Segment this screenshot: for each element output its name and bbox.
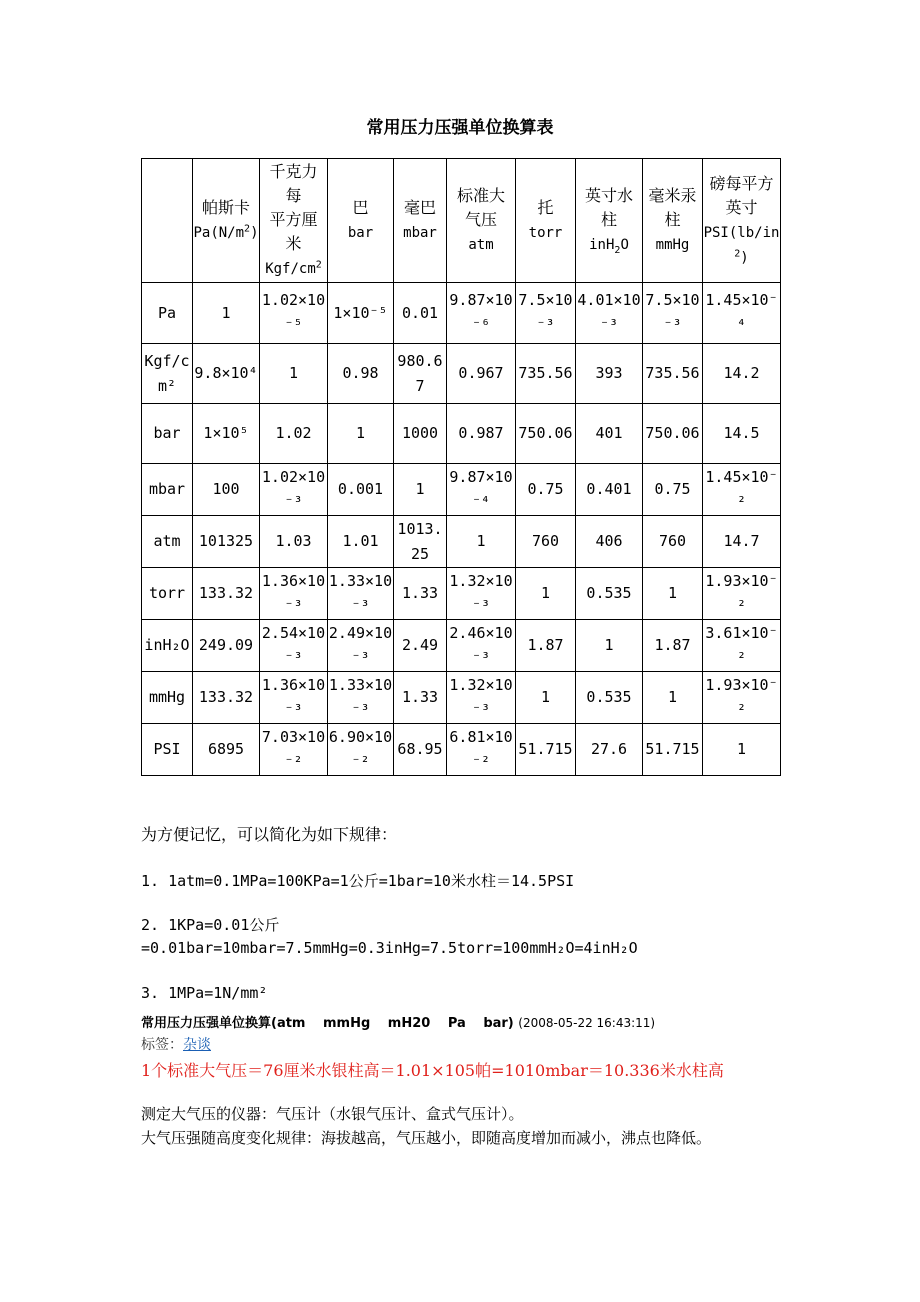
table-cell: 760: [516, 516, 576, 568]
table-cell: 0.01: [394, 283, 447, 344]
table-cell: 9.87×10⁻⁴: [447, 464, 516, 516]
table-cell: 1.36×10⁻³: [260, 568, 328, 620]
table-cell: 1.36×10⁻³: [260, 672, 328, 724]
post-date: (2008-05-22 16:43:11): [518, 1016, 656, 1030]
table-cell: 2.49×10⁻³: [328, 620, 394, 672]
table-cell: 406: [576, 516, 643, 568]
table-cell: 14.7: [703, 516, 781, 568]
table-cell: 9.8×10⁴: [193, 344, 260, 404]
table-cell: 3.61×10⁻²: [703, 620, 781, 672]
table-row: [142, 344, 781, 404]
table-cell: 1.33×10⁻³: [328, 672, 394, 724]
table-cell: 7.5×10⁻³: [643, 283, 703, 344]
header-cell-pa: 帕斯卡 $Pa(N/m^2)$: [193, 159, 260, 283]
table-cell: 735.56: [516, 344, 576, 404]
tag-link[interactable]: 杂谈: [183, 1037, 211, 1053]
table-cell: 401: [576, 404, 643, 464]
table-cell: 0.001: [328, 464, 394, 516]
table-cell: 1.03: [260, 516, 328, 568]
table-cell: 1.93×10⁻²: [703, 568, 781, 620]
row-header-cell: PSI: [142, 724, 193, 776]
table-row: [142, 568, 781, 620]
table-cell: 393: [576, 344, 643, 404]
row-header-cell: atm: [142, 516, 193, 568]
table-cell: 1.87: [516, 620, 576, 672]
table-cell: 1: [193, 283, 260, 344]
table-cell: 7.03×10⁻²: [260, 724, 328, 776]
table-cell: 51.715: [643, 724, 703, 776]
table-cell: 133.32: [193, 672, 260, 724]
table-cell: 0.987: [447, 404, 516, 464]
row-header-cell: mbar: [142, 464, 193, 516]
table-cell: 249.09: [193, 620, 260, 672]
table-cell: 6.90×10⁻²: [328, 724, 394, 776]
table-cell: 100: [193, 464, 260, 516]
post-title: [141, 1012, 655, 1031]
table-row: [142, 464, 781, 516]
table-cell: 7.5×10⁻³: [516, 283, 576, 344]
table-cell: 1.87: [643, 620, 703, 672]
table-cell: 750.06: [516, 404, 576, 464]
table-cell: 1: [328, 404, 394, 464]
table-cell: 980.67: [394, 344, 447, 404]
table-row: [142, 283, 781, 344]
table-cell: 1.32×10⁻³: [447, 568, 516, 620]
table-cell: 1.45×10⁻²: [703, 464, 781, 516]
table-cell: 1.01: [328, 516, 394, 568]
tag-line: [141, 1034, 211, 1054]
header-cell-inh2o: 英寸水 柱 inH$_2$O: [576, 159, 643, 283]
table-cell: 4.01×10⁻³: [576, 283, 643, 344]
table-cell: 1: [516, 568, 576, 620]
table-cell: 1: [260, 344, 328, 404]
tag-label: 标签：: [141, 1037, 183, 1053]
table-cell: 1: [516, 672, 576, 724]
table-cell: 1.45×10⁻⁴: [703, 283, 781, 344]
header-cell-mbar: 毫巴 mbar: [394, 159, 447, 283]
header-cell-torr: 托 torr: [516, 159, 576, 283]
header-cell-psi: 磅每平方 英寸 $PSI(lb/in^2)$: [703, 159, 781, 283]
table-cell: 2.49: [394, 620, 447, 672]
table-cell: 1: [643, 672, 703, 724]
table-cell: 1.02: [260, 404, 328, 464]
table-cell: 1×10⁻⁵: [328, 283, 394, 344]
conversion-table: [141, 158, 781, 776]
table-cell: 0.967: [447, 344, 516, 404]
row-header-cell: torr: [142, 568, 193, 620]
row-header-cell: mmHg: [142, 672, 193, 724]
row-header-cell: bar: [142, 404, 193, 464]
table-cell: 750.06: [643, 404, 703, 464]
table-cell: 1: [394, 464, 447, 516]
table-cell: 2.46×10⁻³: [447, 620, 516, 672]
table-cell: 0.98: [328, 344, 394, 404]
table-cell: 1: [447, 516, 516, 568]
row-header-cell: inH₂O: [142, 620, 193, 672]
table-cell: 0.75: [643, 464, 703, 516]
intro-text: 为方便记忆，可以简化为如下规律：: [141, 825, 398, 844]
header-cell-atm: 标准大 气压 atm: [447, 159, 516, 283]
line-b: 大气压强随高度变化规律：海拔越高，气压越小，即随高度增加而减小，沸点也降低。: [141, 1129, 712, 1147]
table-cell: 0.535: [576, 568, 643, 620]
table-cell: 0.401: [576, 464, 643, 516]
table-cell: 1: [703, 724, 781, 776]
table-cell: 1.33: [394, 672, 447, 724]
table-cell: 1×10⁵: [193, 404, 260, 464]
table-cell: 1.02×10⁻⁵: [260, 283, 328, 344]
line-a: 测定大气压的仪器：气压计（水银气压计、盒式气压计）。: [141, 1105, 524, 1123]
table-cell: 6895: [193, 724, 260, 776]
table-cell: 101325: [193, 516, 260, 568]
rule-1: 1. 1atm=0.1MPa=100KPa=1公斤=1bar=10米水柱＝14.5PSI: [141, 872, 575, 890]
table-cell: 133.32: [193, 568, 260, 620]
table-row: [142, 672, 781, 724]
table-cell: 1.93×10⁻²: [703, 672, 781, 724]
page-title: 常用压力压强单位换算表: [366, 118, 554, 138]
table-row: [142, 620, 781, 672]
table-cell: 1.33×10⁻³: [328, 568, 394, 620]
post-title-text: 常用压力压强单位换算(atm mmHg mH20 Pa bar): [141, 1016, 514, 1031]
table-cell: 27.6: [576, 724, 643, 776]
table-cell: 2.54×10⁻³: [260, 620, 328, 672]
header-cell-bar: 巴 bar: [328, 159, 394, 283]
table-cell: 1.32×10⁻³: [447, 672, 516, 724]
table-cell: 1: [576, 620, 643, 672]
row-header-cell: Pa: [142, 283, 193, 344]
table-cell: 68.95: [394, 724, 447, 776]
table-cell: 1000: [394, 404, 447, 464]
header-cell-mmhg: 毫米汞 柱 mmHg: [643, 159, 703, 283]
header-cell-kgf: 千克力 每 平方厘 米 Kgf/$cm^2$: [260, 159, 328, 283]
red-line: 1个标准大气压＝76厘米水银柱高＝1.01×105帕=1010mbar＝10.336米水柱高: [141, 1061, 724, 1080]
table-cell: 14.2: [703, 344, 781, 404]
table-cell: 14.5: [703, 404, 781, 464]
table-cell: 51.715: [516, 724, 576, 776]
header-cell-empty: [142, 159, 193, 283]
table-cell: 1.33: [394, 568, 447, 620]
rule-2b: =0.01bar=10mbar=7.5mmHg=0.3inHg=7.5torr=100mmH₂O=4inH₂O: [141, 939, 638, 957]
table-row: [142, 724, 781, 776]
header-row: [142, 159, 781, 283]
table-row: [142, 516, 781, 568]
table-cell: 1013.25: [394, 516, 447, 568]
table-cell: 0.75: [516, 464, 576, 516]
table-cell: 9.87×10⁻⁶: [447, 283, 516, 344]
table-cell: 760: [643, 516, 703, 568]
table-cell: 1.02×10⁻³: [260, 464, 328, 516]
rule-2a: 2. 1KPa=0.01公斤: [141, 916, 280, 934]
table-cell: 735.56: [643, 344, 703, 404]
table-cell: 1: [643, 568, 703, 620]
table-cell: 0.535: [576, 672, 643, 724]
row-header-cell: Kgf/cm²: [142, 344, 193, 404]
rule-3: 3. 1MPa=1N/mm²: [141, 984, 268, 1002]
table-row: [142, 404, 781, 464]
table-cell: 6.81×10⁻²: [447, 724, 516, 776]
